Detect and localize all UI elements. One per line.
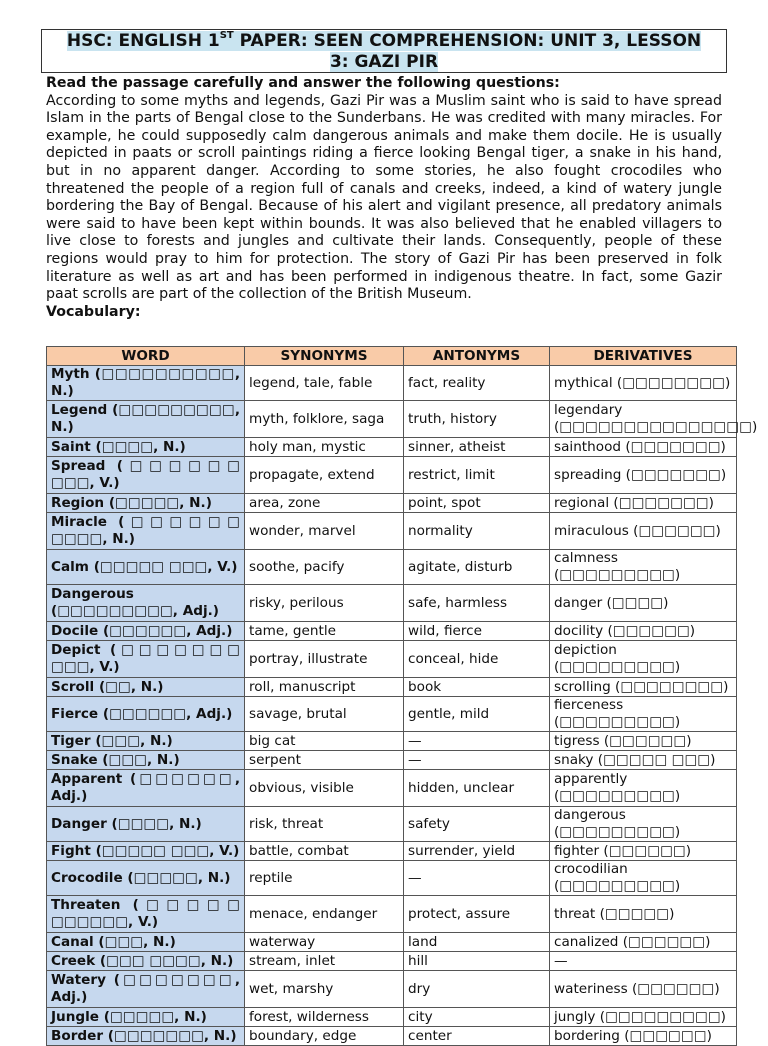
vocabulary-heading: Vocabulary: [46, 303, 141, 320]
word-cell: Border (□□□□□□□, N.) [47, 1027, 245, 1046]
word-cell: Calm (□□□□□ □□□, V.) [47, 550, 245, 585]
derivatives-cell: — [550, 952, 737, 971]
passage-section [46, 75, 722, 321]
word-cell: Docile (□□□□□□, Adj.) [47, 622, 245, 641]
word-cell: Fierce (□□□□□□, Adj.) [47, 697, 245, 732]
synonyms-cell: risky, perilous [245, 585, 404, 622]
antonyms-cell: — [404, 861, 550, 896]
antonyms-cell: conceal, hide [404, 641, 550, 678]
derivatives-cell: sainthood (□□□□□□□) [550, 438, 737, 457]
antonyms-cell: wild, fierce [404, 622, 550, 641]
derivatives-cell: dangerous (□□□□□□□□□) [550, 807, 737, 842]
derivatives-cell: apparently (□□□□□□□□□) [550, 770, 737, 807]
derivatives-cell: crocodilian (□□□□□□□□□) [550, 861, 737, 896]
table-row [47, 732, 737, 751]
word-cell: Creek (□□□ □□□□, N.) [47, 952, 245, 971]
synonyms-cell: holy man, mystic [245, 438, 404, 457]
table-row [47, 971, 737, 1008]
derivatives-cell: scrolling (□□□□□□□□) [550, 678, 737, 697]
derivatives-cell: docility (□□□□□□) [550, 622, 737, 641]
table-row [47, 457, 737, 494]
word-cell: Miracle (□□□□□□ □□□□, N.) [47, 513, 245, 550]
table-row [47, 770, 737, 807]
derivatives-cell: depiction (□□□□□□□□□) [550, 641, 737, 678]
synonyms-cell: stream, inlet [245, 952, 404, 971]
synonyms-cell: tame, gentle [245, 622, 404, 641]
derivatives-cell: wateriness (□□□□□□) [550, 971, 737, 1008]
antonyms-cell: agitate, disturb [404, 550, 550, 585]
title-line-1 [67, 31, 701, 51]
table-row [47, 366, 737, 401]
table-row [47, 550, 737, 585]
antonyms-cell: center [404, 1027, 550, 1046]
title-part-2: PAPER: SEEN COMPREHENSION: UNIT 3, LESSON [233, 31, 702, 51]
word-cell: Tiger (□□□, N.) [47, 732, 245, 751]
word-cell: Canal (□□□, N.) [47, 933, 245, 952]
table-row [47, 751, 737, 770]
synonyms-cell: boundary, edge [245, 1027, 404, 1046]
table-row [47, 697, 737, 732]
synonyms-cell: wet, marshy [245, 971, 404, 1008]
derivatives-cell: threat (□□□□□) [550, 896, 737, 933]
antonyms-cell: sinner, atheist [404, 438, 550, 457]
synonyms-cell: risk, threat [245, 807, 404, 842]
word-cell: Crocodile (□□□□□, N.) [47, 861, 245, 896]
word-cell: Fight (□□□□□ □□□, V.) [47, 842, 245, 861]
derivatives-cell: jungly (□□□□□□□□□) [550, 1008, 737, 1027]
derivatives-cell: fierceness (□□□□□□□□□) [550, 697, 737, 732]
synonyms-cell: reptile [245, 861, 404, 896]
table-row [47, 678, 737, 697]
antonyms-cell: city [404, 1008, 550, 1027]
derivatives-cell: mythical (□□□□□□□□) [550, 366, 737, 401]
derivatives-cell: calmness (□□□□□□□□□) [550, 550, 737, 585]
antonyms-cell: surrender, yield [404, 842, 550, 861]
table-row [47, 438, 737, 457]
antonyms-cell: truth, history [404, 401, 550, 438]
table-row [47, 494, 737, 513]
synonyms-cell: menace, endanger [245, 896, 404, 933]
word-cell: Danger (□□□□, N.) [47, 807, 245, 842]
synonyms-cell: obvious, visible [245, 770, 404, 807]
synonyms-cell: propagate, extend [245, 457, 404, 494]
word-cell: Scroll (□□, N.) [47, 678, 245, 697]
table-row [47, 401, 737, 438]
derivatives-cell: miraculous (□□□□□□) [550, 513, 737, 550]
table-row [47, 861, 737, 896]
derivatives-cell: fighter (□□□□□□) [550, 842, 737, 861]
antonyms-cell: restrict, limit [404, 457, 550, 494]
header-word: WORD [47, 347, 245, 366]
antonyms-cell: normality [404, 513, 550, 550]
header-antonyms: ANTONYMS [404, 347, 550, 366]
header-synonyms: SYNONYMS [245, 347, 404, 366]
table-row [47, 585, 737, 622]
word-cell: Snake (□□□, N.) [47, 751, 245, 770]
word-cell: Spread (□□□□□□ □□□, V.) [47, 457, 245, 494]
synonyms-cell: myth, folklore, saga [245, 401, 404, 438]
synonyms-cell: savage, brutal [245, 697, 404, 732]
synonyms-cell: soothe, pacify [245, 550, 404, 585]
antonyms-cell: hill [404, 952, 550, 971]
derivatives-cell: tigress (□□□□□□) [550, 732, 737, 751]
antonyms-cell: gentle, mild [404, 697, 550, 732]
derivatives-cell: legendary (□□□□□□□□□□□□□□□) [550, 401, 737, 438]
synonyms-cell: portray, illustrate [245, 641, 404, 678]
word-cell: Jungle (□□□□□, N.) [47, 1008, 245, 1027]
antonyms-cell: hidden, unclear [404, 770, 550, 807]
antonyms-cell: safe, harmless [404, 585, 550, 622]
antonyms-cell: — [404, 751, 550, 770]
word-cell: Apparent (□□□□□□, Adj.) [47, 770, 245, 807]
derivatives-cell: danger (□□□□) [550, 585, 737, 622]
table-row [47, 933, 737, 952]
title-line-2: 3: GAZI PIR [329, 52, 439, 72]
word-cell: Region (□□□□□, N.) [47, 494, 245, 513]
word-cell: Legend (□□□□□□□□□, N.) [47, 401, 245, 438]
antonyms-cell: book [404, 678, 550, 697]
passage-text: According to some myths and legends, Gazi Pir was a Muslim saint who is said to have spread Islam in the parts of Bengal close to the Sunderbans. He was credited with many miracles. For example, he could supposedly calm dangerous animals and make them docile. He is usually depicted in paats or scroll paintings riding a fierce looking Bengal tiger, a snake in his hand, but in no apparent danger. According to some stories, he also fought crocodiles who threatened the people of a region full of canals and creeks, indeed, a kind of watery jungle bordering the Bay of Bengal. Because of his alert and vigilant presence, all predatory animals were said to have been kept within bounds. It was also believed that he enabled villagers to live close to forests and jungles and cultivate their lands. Consequently, people of these regions would pray to him for protection. The story of Gazi Pir has been preserved in folk literature as well as art and has been performed in indigenous theatre. In fact, some Gazir paat scrolls are part of the collection of the British Museum. [46, 92, 722, 303]
antonyms-cell: fact, reality [404, 366, 550, 401]
table-row [47, 807, 737, 842]
derivatives-cell: canalized (□□□□□□) [550, 933, 737, 952]
synonyms-cell: forest, wilderness [245, 1008, 404, 1027]
word-cell: Depict (□□□□□□□ □□□, V.) [47, 641, 245, 678]
synonyms-cell: wonder, marvel [245, 513, 404, 550]
synonyms-cell: battle, combat [245, 842, 404, 861]
antonyms-cell: dry [404, 971, 550, 1008]
table-row [47, 952, 737, 971]
instruction-text: Read the passage carefully and answer the following questions: [46, 75, 560, 91]
antonyms-cell: safety [404, 807, 550, 842]
derivatives-cell: regional (□□□□□□□) [550, 494, 737, 513]
derivatives-cell: bordering (□□□□□□) [550, 1027, 737, 1046]
vocabulary-table [46, 346, 758, 1046]
antonyms-cell: land [404, 933, 550, 952]
synonyms-cell: big cat [245, 732, 404, 751]
title-part-1: HSC: ENGLISH 1 [66, 31, 220, 51]
table-row [47, 622, 737, 641]
table-row [47, 842, 737, 861]
table-row [47, 1027, 737, 1046]
derivatives-cell: snaky (□□□□□ □□□) [550, 751, 737, 770]
synonyms-cell: waterway [245, 933, 404, 952]
word-cell: Myth (□□□□□□□□□□, N.) [47, 366, 245, 401]
vocabulary-body [47, 366, 758, 1046]
synonyms-cell: roll, manuscript [245, 678, 404, 697]
synonyms-cell: legend, tale, fable [245, 366, 404, 401]
word-cell: Saint (□□□□, N.) [47, 438, 245, 457]
antonyms-cell: protect, assure [404, 896, 550, 933]
word-cell: Dangerous (□□□□□□□□□, Adj.) [47, 585, 245, 622]
synonyms-cell: area, zone [245, 494, 404, 513]
synonyms-cell: serpent [245, 751, 404, 770]
title-superscript: ST [219, 30, 234, 42]
table-row [47, 513, 737, 550]
document-title [41, 29, 727, 73]
word-cell: Threaten (□□□□□ □□□□□□, V.) [47, 896, 245, 933]
table-header-row [47, 347, 737, 366]
table-row [47, 641, 737, 678]
antonyms-cell: point, spot [404, 494, 550, 513]
table-row [47, 896, 737, 933]
word-cell: Watery (□□□□□□□, Adj.) [47, 971, 245, 1008]
header-derivatives: DERIVATIVES [550, 347, 737, 366]
antonyms-cell: — [404, 732, 550, 751]
derivatives-cell: spreading (□□□□□□□) [550, 457, 737, 494]
